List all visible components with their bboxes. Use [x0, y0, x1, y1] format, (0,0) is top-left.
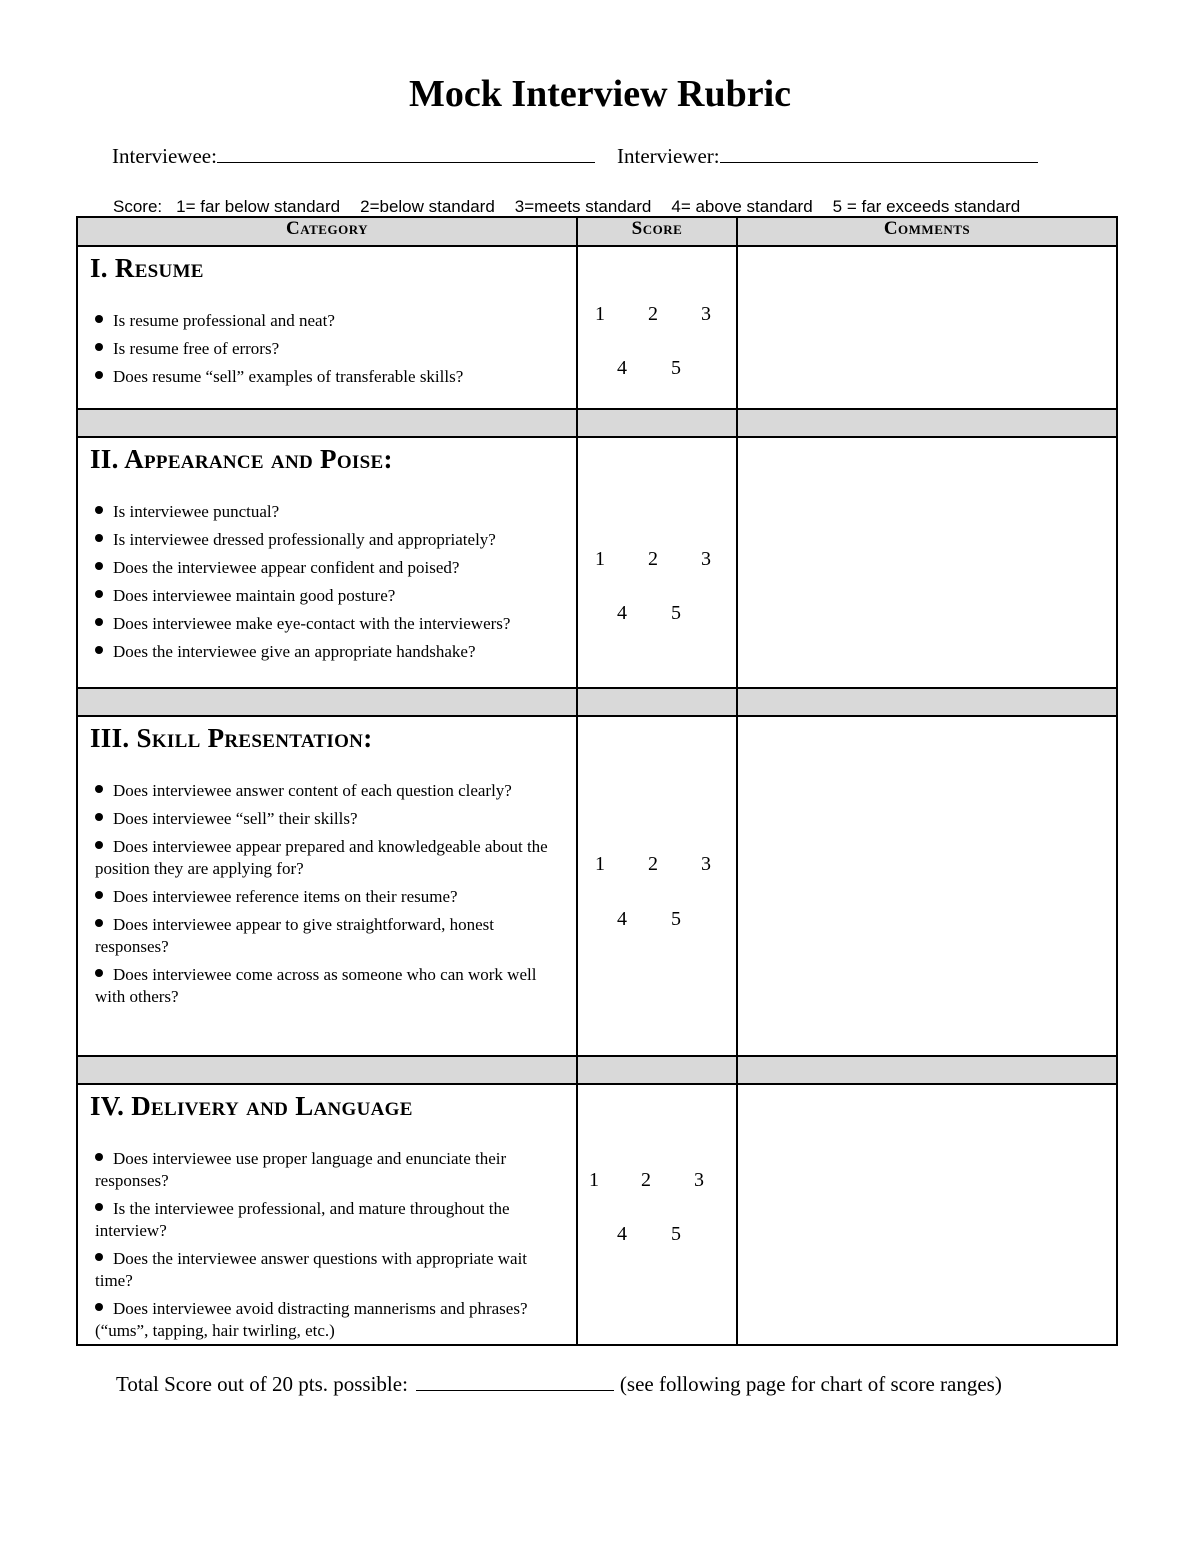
score-option-4[interactable]: 4: [617, 602, 627, 624]
interviewee-blank[interactable]: [217, 144, 595, 163]
table-header-row: [77, 217, 1117, 246]
bullet-icon: [95, 646, 103, 654]
bullet-icon: [95, 562, 103, 570]
section-divider: [77, 688, 1117, 716]
list-item: Does interviewee “sell” their skills?: [90, 808, 566, 830]
interviewee-field[interactable]: [112, 144, 595, 169]
list-item: Is the interviewee professional, and mature throughout the interview?: [95, 1199, 510, 1240]
bullet-icon: [95, 343, 103, 351]
total-score-line: [116, 1372, 1002, 1397]
list-item: Does interviewee reference items on their resume?: [90, 886, 566, 908]
score-option-1[interactable]: 1: [595, 548, 605, 570]
list-item: Is interviewee dressed professionally and appropriately?: [90, 529, 566, 551]
bullet-icon: [95, 1203, 103, 1211]
score-option-5[interactable]: 5: [671, 602, 681, 624]
bullet-icon: [95, 506, 103, 514]
score-option-2[interactable]: 2: [648, 303, 658, 325]
interviewee-label: Interviewee:: [112, 144, 217, 168]
score-cell[interactable]: [577, 437, 737, 688]
bullet-icon: [95, 618, 103, 626]
list-item: Does interviewee use proper language and enunciate their responses?: [95, 1149, 507, 1190]
comments-cell[interactable]: [737, 246, 1117, 409]
bullet-icon: [95, 891, 103, 899]
section-row-skill-presentation: [77, 716, 1117, 1056]
list-item: Does the interviewee answer questions with appropriate wait time?: [95, 1249, 528, 1290]
score-option-3[interactable]: 3: [694, 1169, 704, 1191]
scale-level-4: 4= above standard: [671, 197, 813, 216]
rubric-table: [76, 216, 1118, 1346]
bullet-icon: [95, 371, 103, 379]
bullet-icon: [95, 590, 103, 598]
score-cell[interactable]: [577, 1084, 737, 1345]
list-item: Does interviewee avoid distracting mannerisms and phrases? (“ums”, tapping, hair twirling, etc.): [95, 1299, 528, 1340]
score-option-3[interactable]: 3: [701, 303, 711, 325]
total-score-note: (see following page for chart of score ranges): [619, 1372, 1002, 1396]
score-option-2[interactable]: 2: [648, 548, 658, 570]
bullet-icon: [95, 919, 103, 927]
score-option-3[interactable]: 3: [701, 853, 711, 875]
category-cell: [77, 1084, 577, 1345]
list-item: Is interviewee punctual?: [90, 501, 566, 523]
page-title: Mock Interview Rubric: [408, 73, 792, 115]
list-item: Does resume “sell” examples of transferable skills?: [90, 366, 566, 388]
score-cell[interactable]: [577, 246, 737, 409]
bullet-icon: [95, 969, 103, 977]
score-option-4[interactable]: 4: [617, 1223, 627, 1245]
score-option-5[interactable]: 5: [671, 908, 681, 930]
score-option-5[interactable]: 5: [671, 357, 681, 379]
section-title: II. Appearance and Poise:: [90, 444, 393, 474]
scale-level-3: 3=meets standard: [514, 197, 652, 216]
section-row-appearance: [77, 437, 1117, 688]
total-score-label: Total Score out of 20 pts. possible:: [116, 1372, 408, 1396]
score-option-5[interactable]: 5: [671, 1223, 681, 1245]
list-item: Does interviewee come across as someone who can work well with others?: [95, 965, 537, 1006]
bullet-icon: [95, 841, 103, 849]
scale-level-1: 1= far below standard: [176, 197, 341, 216]
scale-label: Score:: [113, 197, 163, 216]
section-divider: [77, 1056, 1117, 1084]
score-option-1[interactable]: 1: [595, 853, 605, 875]
section-title: IV. Delivery and Language: [90, 1091, 413, 1121]
list-item: Does the interviewee appear confident and poised?: [90, 557, 566, 579]
score-cell[interactable]: [577, 716, 737, 1056]
score-option-1[interactable]: 1: [595, 303, 605, 325]
interviewer-field[interactable]: [617, 144, 1038, 169]
score-option-1[interactable]: 1: [589, 1169, 599, 1191]
score-option-3[interactable]: 3: [701, 548, 711, 570]
interviewer-label: Interviewer:: [617, 144, 720, 168]
list-item: Does interviewee make eye-contact with the interviewers?: [90, 613, 566, 635]
score-option-4[interactable]: 4: [617, 908, 627, 930]
scale-level-5: 5 = far exceeds standard: [832, 197, 1021, 216]
list-item: Is resume free of errors?: [90, 338, 566, 360]
score-option-2[interactable]: 2: [648, 853, 658, 875]
interviewer-blank[interactable]: [720, 144, 1038, 163]
list-item: Does interviewee maintain good posture?: [90, 585, 566, 607]
list-item: Does the interviewee give an appropriate handshake?: [90, 641, 566, 663]
bullet-icon: [95, 1153, 103, 1161]
score-option-4[interactable]: 4: [617, 357, 627, 379]
bullet-icon: [95, 813, 103, 821]
bullet-icon: [95, 1253, 103, 1261]
comments-cell[interactable]: [737, 716, 1117, 1056]
category-cell: [77, 716, 577, 1056]
bullet-icon: [95, 1303, 103, 1311]
score-option-2[interactable]: 2: [641, 1169, 651, 1191]
comments-cell[interactable]: [737, 1084, 1117, 1345]
bullet-icon: [95, 315, 103, 323]
section-title: III. Skill Presentation:: [90, 723, 373, 753]
bullet-icon: [95, 534, 103, 542]
list-item: Is resume professional and neat?: [90, 310, 566, 332]
comments-cell[interactable]: [737, 437, 1117, 688]
section-row-resume: [77, 246, 1117, 409]
category-cell: [77, 437, 577, 688]
scale-level-2: 2=below standard: [360, 197, 495, 216]
header-category: Category: [77, 217, 577, 246]
section-row-delivery-language: [77, 1084, 1117, 1345]
total-score-blank[interactable]: [416, 1372, 614, 1391]
list-item: Does interviewee appear to give straightforward, honest responses?: [95, 915, 494, 956]
category-cell: [77, 246, 577, 409]
bullet-icon: [95, 785, 103, 793]
section-divider: [77, 409, 1117, 437]
list-item: Does interviewee answer content of each question clearly?: [90, 780, 566, 802]
section-title: I. Resume: [90, 253, 204, 283]
header-score: Score: [577, 217, 737, 246]
score-scale-legend: [113, 197, 1020, 217]
list-item: Does interviewee appear prepared and knowledgeable about the position they are applying for?: [95, 837, 548, 878]
header-comments: Comments: [737, 217, 1117, 246]
